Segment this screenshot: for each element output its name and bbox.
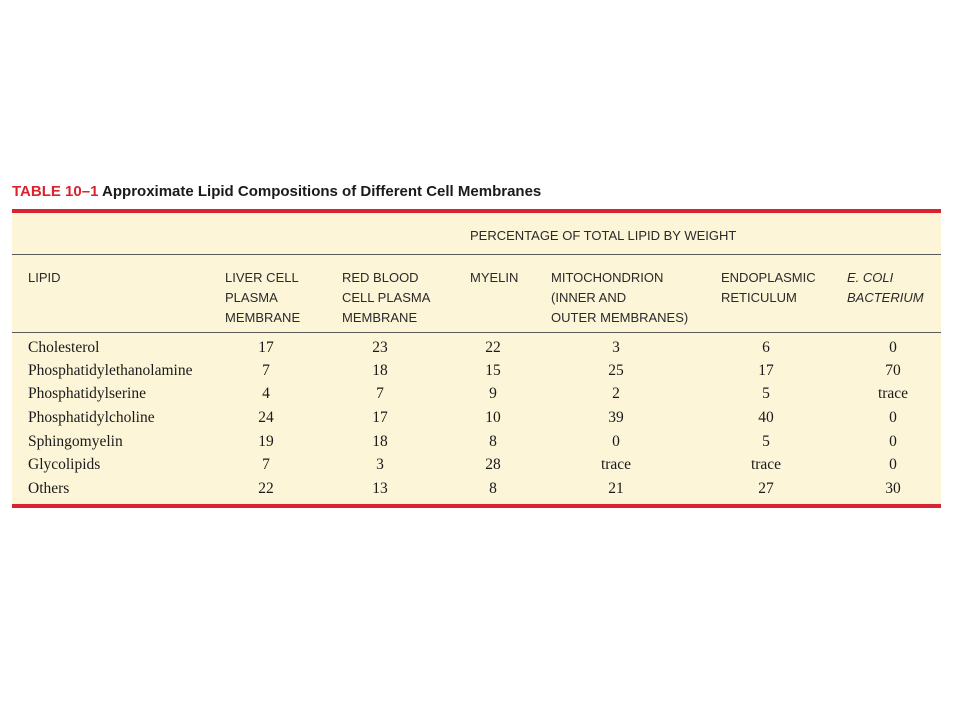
table-cell: 7 (262, 456, 270, 473)
table-bottom-rule (12, 504, 941, 508)
col-header-liver-cell: LIVER CELL PLASMA MEMBRANE (225, 270, 301, 325)
table-cell: 19 (258, 433, 274, 450)
table-row (0, 385, 960, 408)
table-cell: 3 (376, 456, 384, 473)
table-row (0, 456, 960, 479)
table-cell: 25 (608, 362, 624, 379)
table-cell: 30 (885, 480, 901, 497)
header-divider (12, 332, 941, 333)
table-cell: trace (877, 385, 909, 402)
table-caption (12, 183, 541, 205)
table-cell: 18 (372, 433, 388, 450)
lipid-name: Sphingomyelin (28, 433, 123, 450)
table-superheader: PERCENTAGE OF TOTAL LIPID BY WEIGHT (470, 228, 737, 243)
table-cell: 0 (889, 339, 897, 356)
table-caption-label: TABLE 10–1 (12, 183, 99, 200)
table-cell: 7 (262, 362, 270, 379)
table-cell: 2 (612, 385, 620, 402)
table-cell: 22 (258, 480, 274, 497)
table-row (0, 409, 960, 432)
col-header-mitochondrion: MITOCHONDRION (INNER AND OUTER MEMBRANES) (551, 270, 689, 325)
table-cell: 6 (762, 339, 770, 356)
table-cell: 0 (889, 456, 897, 473)
table-cell: 0 (889, 433, 897, 450)
table-row (0, 433, 960, 456)
lipid-name: Phosphatidylcholine (28, 409, 155, 426)
table-cell: 21 (608, 480, 624, 497)
table-cell: trace (750, 456, 782, 473)
table-cell: 8 (489, 480, 497, 497)
table-cell: 15 (485, 362, 501, 379)
table-cell: 40 (758, 409, 774, 426)
superheader-divider (12, 254, 941, 255)
col-header-lipid: LIPID (28, 270, 61, 285)
table-cell: 8 (489, 433, 497, 450)
lipid-name: Phosphatidylethanolamine (28, 362, 193, 379)
lipid-name: Others (28, 480, 70, 497)
table-caption-title: Approximate Lipid Compositions of Different Cell Membranes (102, 183, 542, 200)
table-cell: 27 (758, 480, 774, 497)
table-cell: trace (600, 456, 632, 473)
table-cell: 28 (485, 456, 501, 473)
table-cell: 0 (612, 433, 620, 450)
table-cell: 0 (889, 409, 897, 426)
table-cell: 5 (762, 433, 770, 450)
lipid-name: Cholesterol (28, 339, 100, 356)
table-cell: 39 (608, 409, 624, 426)
table-row (0, 480, 960, 503)
table-cell: 23 (372, 339, 388, 356)
table-cell: 22 (485, 339, 501, 356)
table-row (0, 339, 960, 362)
lipid-name: Phosphatidylserine (28, 385, 146, 402)
table-cell: 24 (258, 409, 274, 426)
table-cell: 7 (376, 385, 384, 402)
table-cell: 5 (762, 385, 770, 402)
table-cell: 9 (489, 385, 497, 402)
table-cell: 70 (885, 362, 901, 379)
table-cell: 17 (372, 409, 388, 426)
table-cell: 17 (758, 362, 774, 379)
table-row (0, 362, 960, 385)
table-cell: 18 (372, 362, 388, 379)
table-cell: 13 (372, 480, 388, 497)
table-cell: 17 (258, 339, 274, 356)
col-header-e-coli: E. COLI BACTERIUM (847, 270, 924, 305)
col-header-myelin: MYELIN (470, 270, 519, 285)
col-header-red-blood-cell: RED BLOOD CELL PLASMA MEMBRANE (342, 270, 431, 325)
table-cell: 3 (612, 339, 620, 356)
col-header-endoplasmic-reticulum: ENDOPLASMIC RETICULUM (721, 270, 816, 305)
table-cell: 4 (262, 385, 270, 402)
table-cell: 10 (485, 409, 501, 426)
lipid-name: Glycolipids (28, 456, 101, 473)
